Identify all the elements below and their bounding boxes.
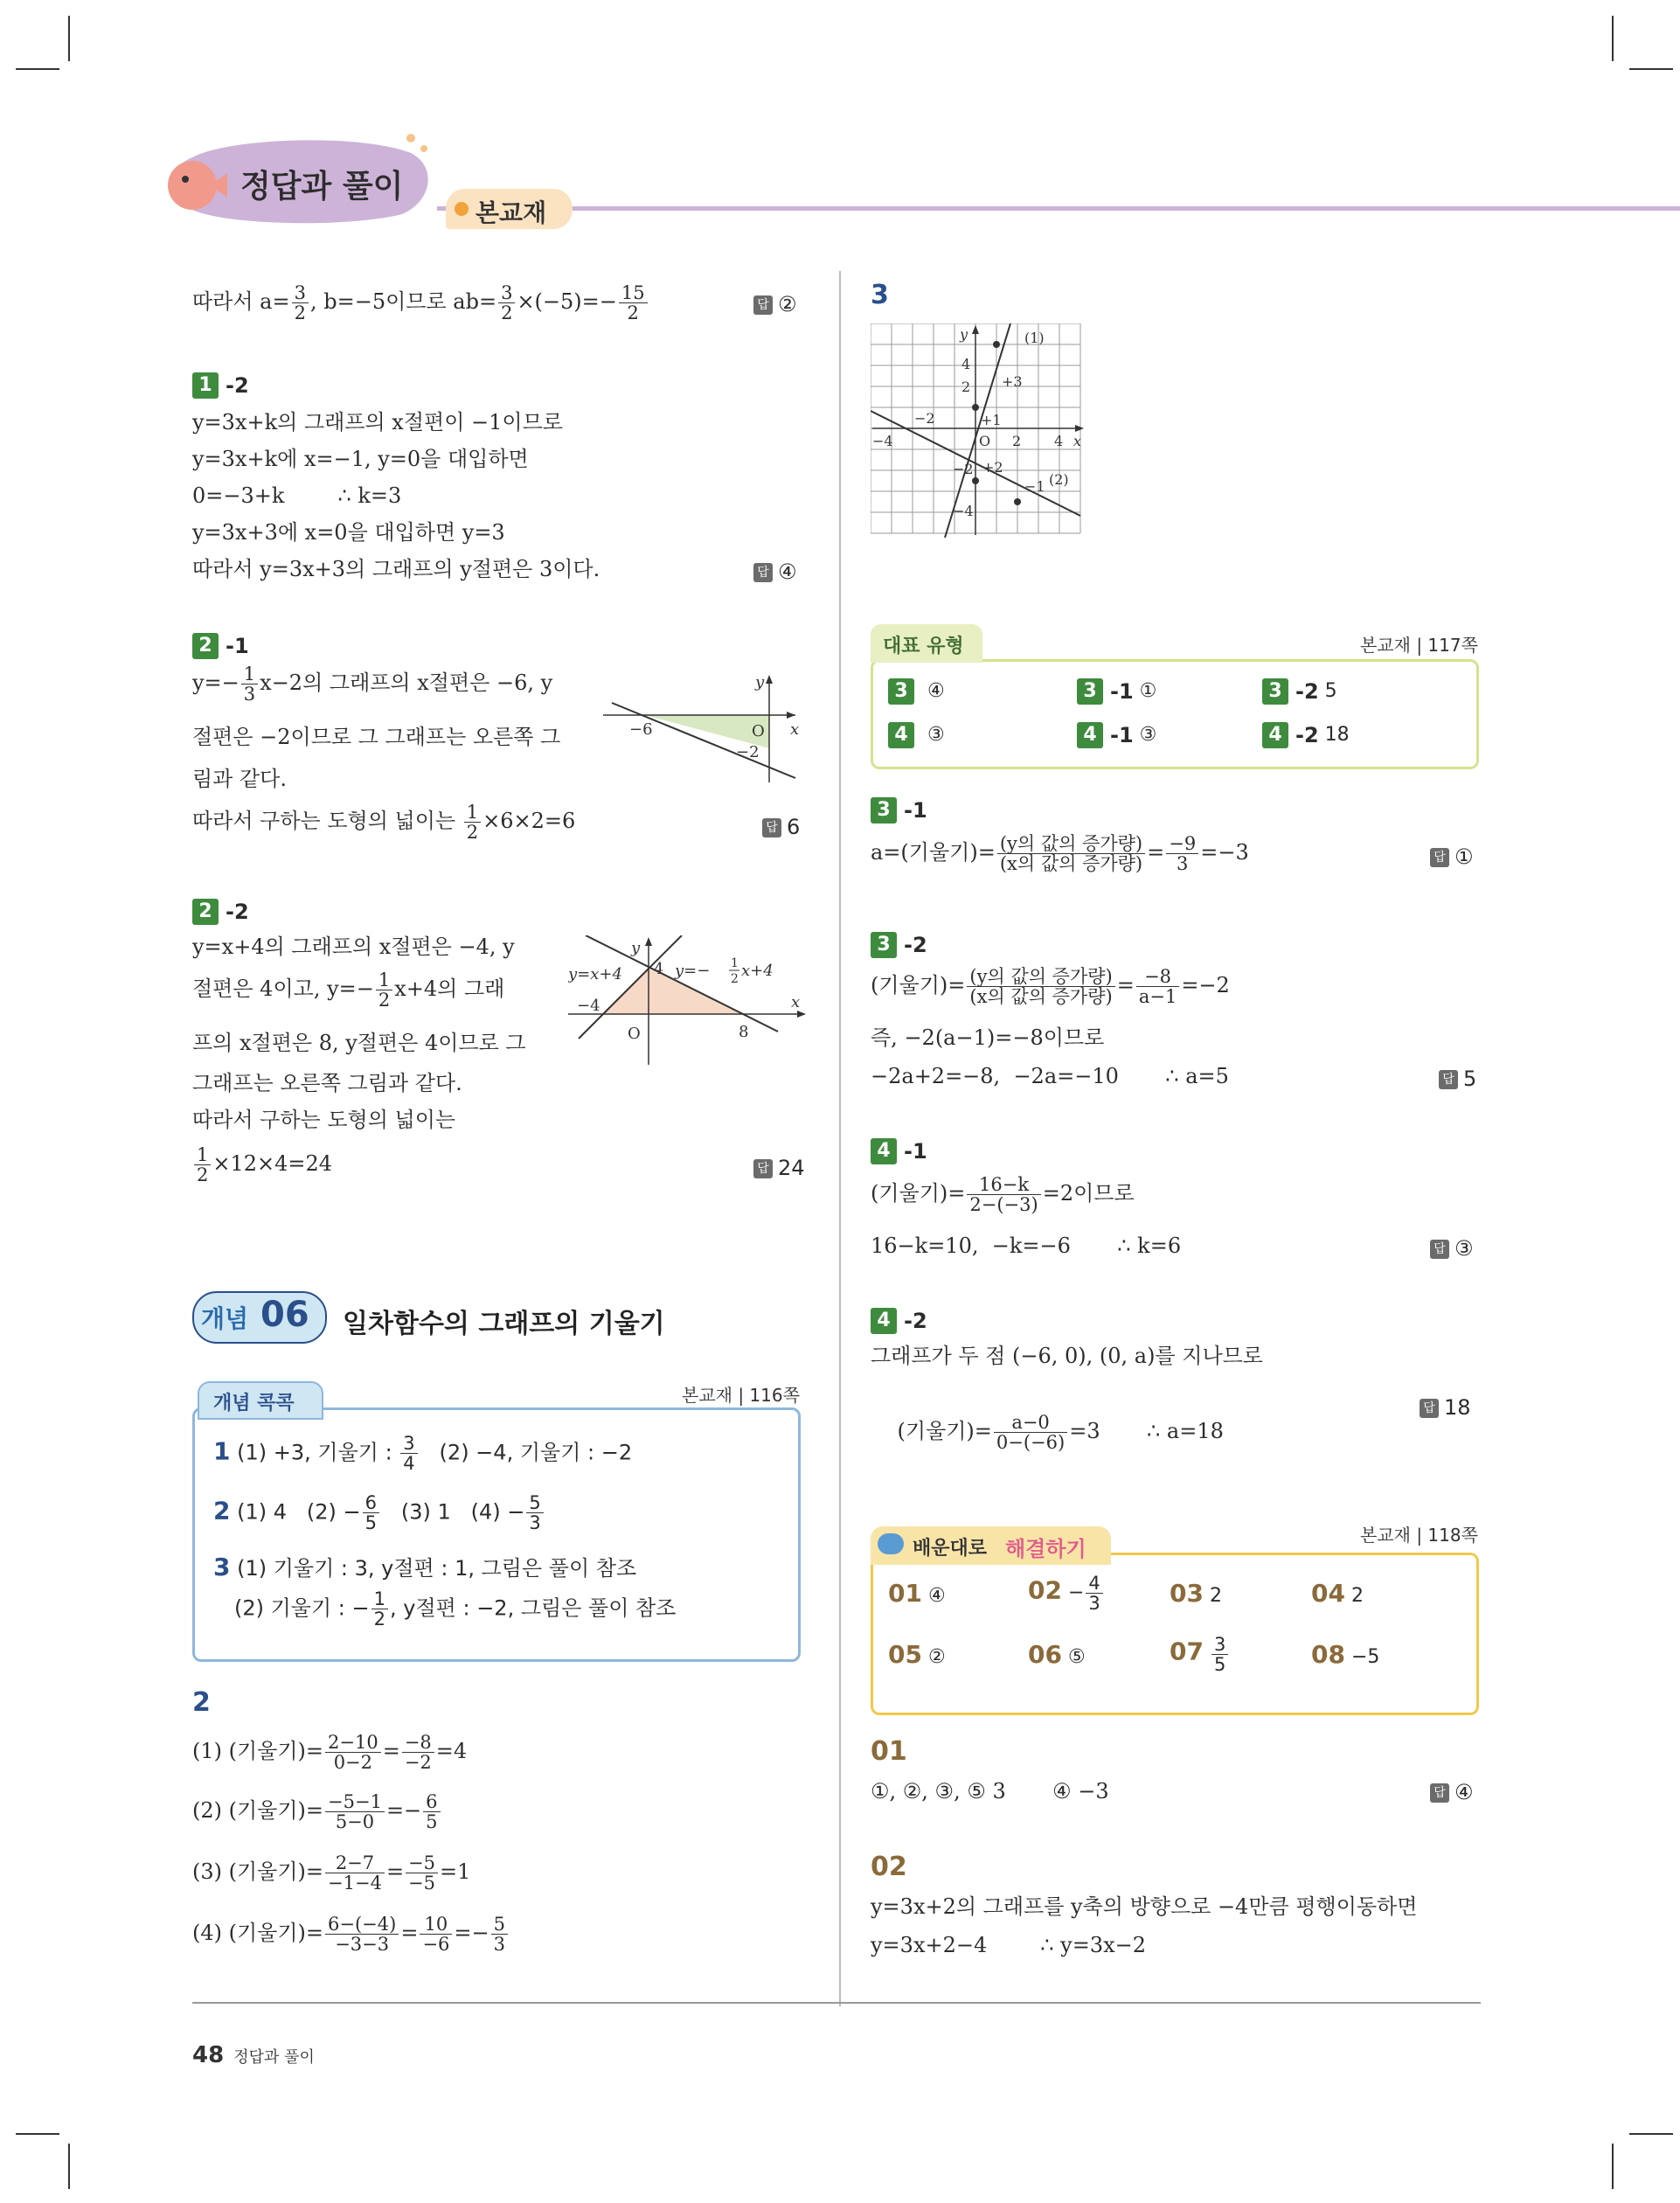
graph-x-label: x <box>1073 433 1082 449</box>
learn-reference: 본교재 | 118쪽 <box>1360 1525 1478 1546</box>
graph-y-tick: 4 <box>654 960 664 978</box>
answer-mark: 답 24 <box>753 1156 805 1180</box>
problem-2-1-line: y=− $\frac{1}{3}$ x−2의 그래프의 x절편은 −6, y <box>192 664 553 705</box>
answer-mark: 답 6 <box>762 815 800 839</box>
crop-mark <box>1612 16 1614 61</box>
problem-2-2-line: y=x+4의 그래프의 x절편은 −4, y <box>192 935 515 959</box>
question-3-number: 3 <box>871 280 889 310</box>
kok-reference: 본교재 | 116쪽 <box>682 1385 800 1406</box>
rep-item: 4 ③ <box>888 722 945 748</box>
graph-line-label: y=− <box>675 962 711 980</box>
graph-origin: O <box>752 722 765 740</box>
answer-mark: 답 18 <box>1420 1395 1471 1420</box>
answer-mark: 답 ④ <box>753 559 797 584</box>
problem-4-1-heading: 4 -1 <box>871 1138 927 1164</box>
exercise-01-number: 01 <box>871 1736 907 1767</box>
exercise-02-number: 02 <box>871 1852 907 1882</box>
learn-item: 02 − $\frac{4}{3}$ <box>1028 1574 1105 1613</box>
concept-title: 일차함수의 그래프의 기울기 <box>343 1309 665 1339</box>
rep-item: 3 -1 ① <box>1077 678 1156 705</box>
kok-tag <box>198 1381 323 1420</box>
learn-box <box>871 1553 1479 1715</box>
page-header <box>157 131 1643 236</box>
rep-reference: 본교재 | 117쪽 <box>1360 635 1478 656</box>
problem-1-2-line: 0=−3+k ∴ k=3 <box>192 483 402 508</box>
exercise-02-line: y=3x+2−4 ∴ y=3x−2 <box>871 1933 1147 1957</box>
graph-origin: O <box>979 433 991 449</box>
graph-line-label-1: (1) <box>1024 330 1045 346</box>
graph-3 <box>871 323 1089 542</box>
problem-2-2-line: 그래프는 오른쪽 그림과 같다. <box>192 1071 462 1095</box>
left-column <box>192 271 804 1984</box>
graph-tick: −2 <box>953 461 974 477</box>
graph-x-neg: −4 <box>577 997 600 1015</box>
rep-tag <box>871 624 982 663</box>
crop-mark <box>68 16 70 61</box>
footer-label: 정답과 풀이 <box>233 2048 315 2067</box>
learn-item: 06 ⑤ <box>1028 1640 1086 1669</box>
whale-icon <box>878 1533 904 1554</box>
graph-x-label: x <box>791 993 801 1011</box>
problem-3-2-heading: 3 -2 <box>871 932 927 958</box>
crop-mark <box>1629 2133 1673 2135</box>
graph-tick: 2 <box>961 379 971 395</box>
problem-2-2-line: 따라서 구하는 도형의 넓이는 <box>192 1108 456 1132</box>
graph-step: −1 <box>1024 478 1045 495</box>
learn-tag-label-a: 배운대로 <box>913 1538 988 1560</box>
column-divider <box>839 271 841 2006</box>
graph-tick: 2 <box>1012 433 1022 449</box>
problem-2-2-heading: 2 -2 <box>192 899 249 925</box>
question-2-number: 2 <box>192 1687 211 1718</box>
problem-3-2-line: −2a+2=−8, −2a=−10 ∴ a=5 <box>871 1064 1229 1088</box>
problem-2-1-line: 절편은 −2이므로 그 그래프는 오른쪽 그 <box>192 725 561 749</box>
crop-mark <box>16 2133 59 2135</box>
problem-1-2-line: 따라서 y=3x+3의 그래프의 y절편은 3이다. <box>192 557 600 581</box>
graph-step: +1 <box>981 412 1002 428</box>
problem-4-2-line: 그래프가 두 점 (−6, 0), (0, a)를 지나므로 <box>871 1344 1263 1368</box>
graph-tick: 4 <box>1054 433 1064 449</box>
footer-rule <box>192 2002 1481 2004</box>
graph-tick: 4 <box>961 356 971 372</box>
problem-1-2-heading: 1 -2 <box>192 372 249 399</box>
q2-line: (2) (기울기)= $\frac{-5-1}{5-0}$ =− $\frac{6}{5}$ <box>192 1792 442 1831</box>
problem-4-2-line: (기울기)= $\frac{a-0}{0-(-6)}$ =3 ∴ a=18 <box>897 1412 1224 1453</box>
graph-y-label: y <box>755 673 765 691</box>
q2-line: (4) (기울기)= $\frac{6-(-4)}{-3-3}$ = $\frac{10}{-6}$ =− $\frac{5}{3}$ <box>192 1915 510 1954</box>
answer-mark: 답 ① <box>1430 844 1474 869</box>
graph-tick: −4 <box>953 503 974 519</box>
problem-4-1-line: 16−k=10, −k=−6 ∴ k=6 <box>871 1234 1182 1258</box>
graph-2-1 <box>603 673 804 787</box>
crop-mark <box>68 2144 70 2189</box>
kok-row: (2) 기울기 : − $\frac{1}{2}$ , y절편 : −2, 그림은 풀이 참조 <box>234 1588 677 1630</box>
problem-2-2-line: $\frac{1}{2}$ ×12×4=24 <box>192 1145 332 1185</box>
kok-row: 3 (1) 기울기 : 3, y절편 : 1, 그림은 풀이 참조 <box>213 1553 637 1581</box>
problem-2-1-line: 림과 같다. <box>192 767 287 791</box>
kok-tag-label: 개념 콕콕 <box>213 1393 295 1414</box>
crop-mark <box>1629 68 1673 70</box>
rep-item: 4 -2 18 <box>1262 722 1350 748</box>
rep-box <box>871 659 1479 769</box>
q2-line: (3) (기울기)= $\frac{2-7}{-1-4}$ = $\frac{-5}{-5}$ =1 <box>192 1852 471 1894</box>
footer <box>192 2042 315 2068</box>
q2-line: (1) (기울기)= $\frac{2-10}{0-2}$ = $\frac{-8}{-2}$ =4 <box>192 1732 468 1773</box>
graph-line-label-frac-n: 1 <box>731 956 739 970</box>
right-column <box>871 271 1482 1984</box>
answer-mark: 답 5 <box>1439 1067 1476 1091</box>
graph-tick: −4 <box>872 433 893 449</box>
learn-item: 03 2 <box>1170 1579 1222 1608</box>
crop-mark <box>16 68 59 70</box>
exercise-01-line: ①, ②, ③, ⑤ 3 ④ −3 <box>871 1779 1109 1803</box>
concept-number: 06 <box>260 1295 309 1335</box>
problem-3-1-heading: 3 -1 <box>871 797 927 824</box>
problem-4-1-line: (기울기)= $\frac{16-k}{2-(-3)}$ =2이므로 <box>871 1174 1135 1215</box>
graph-x-tick: −6 <box>629 720 653 739</box>
graph-x-label: x <box>790 720 800 739</box>
problem-1-2-line: y=3x+3에 x=0을 대입하면 y=3 <box>192 520 505 545</box>
graph-step: +2 <box>982 459 1003 476</box>
kok-row: 1 (1) +3, 기울기 : $\frac{3}{4}$ (2) −4, 기울기 : −2 <box>213 1433 633 1474</box>
graph-2-2 <box>568 935 813 1067</box>
header-tab-label: 본교재 <box>476 198 547 227</box>
problem-3-1-line: a=(기울기)= $\frac{\text{(y의 값의 증가량)}}{\text{(x의 값의 증가량)}}$ = $\frac{-9}{3}$ =−3 <box>871 833 1249 874</box>
header-tab <box>446 189 573 229</box>
problem-2-1-line: 따라서 구하는 도형의 넓이는 $\frac{1}{2}$ ×6×2=6 <box>192 802 576 843</box>
problem-2-2-line: 절편은 4이고, y=− $\frac{1}{2}$ x+4의 그래 <box>192 969 505 1011</box>
concept-tag-label: 개념 <box>201 1304 249 1333</box>
problem-1-2-line: y=3x+k의 그래프의 x절편이 −1이므로 <box>192 410 563 434</box>
answer-mark: 답 ② <box>753 292 797 316</box>
exercise-02-line: y=3x+2의 그래프를 y축의 방향으로 −4만큼 평행이동하면 <box>871 1894 1418 1919</box>
tab-dot-icon <box>455 202 469 216</box>
learn-item: 08 −5 <box>1311 1640 1380 1669</box>
graph-y-label: y <box>631 939 641 957</box>
problem-2-1-heading: 2 -1 <box>192 633 249 659</box>
rep-tag-label: 대표 유형 <box>883 636 964 657</box>
problem-4-2-heading: 4 -2 <box>871 1308 927 1334</box>
graph-tick: −2 <box>914 410 935 427</box>
graph-line-label-frac-d: 2 <box>731 972 739 986</box>
learn-item: 05 ② <box>888 1640 946 1669</box>
concept-heading <box>192 1289 682 1344</box>
problem-3-2-line: 즉, −2(a−1)=−8이므로 <box>871 1025 1105 1050</box>
kok-row: 2 (1) 4 (2) − $\frac{6}{5}$ (3) 1 (4) − $\frac{5}{3}$ <box>213 1493 545 1532</box>
header-rule <box>437 206 1680 211</box>
learn-item: 01 ④ <box>888 1579 946 1608</box>
learn-tag <box>871 1526 1111 1565</box>
answer-mark: 답 ④ <box>1430 1780 1474 1804</box>
problem-2-2-line: 프의 x절편은 8, y절편은 4이므로 그 <box>192 1031 526 1055</box>
graph-x-pos: 8 <box>739 1023 749 1041</box>
problem-3-2-line: (기울기)= $\frac{\text{(y의 값의 증가량)}}{\text{(x의 값의 증가량)}}$ = $\frac{-8}{a-1}$ =−2 <box>871 966 1230 1007</box>
fish-icon <box>168 161 217 210</box>
learn-tag-label-b: 해결하기 <box>1005 1537 1086 1561</box>
graph-line-label: y=x+4 <box>568 965 622 983</box>
header-title: 정답과 풀이 <box>240 169 404 205</box>
answer-mark: 답 ③ <box>1430 1236 1474 1261</box>
graph-step: +3 <box>1002 373 1023 390</box>
graph-y-label: y <box>960 326 968 343</box>
learn-item: 04 2 <box>1311 1579 1364 1608</box>
learn-item: 07 $\frac{3}{5}$ <box>1170 1635 1230 1674</box>
graph-origin: O <box>628 1025 641 1043</box>
problem-1-2-line: y=3x+k에 x=−1, y=0을 대입하면 <box>192 447 529 471</box>
graph-y-tick: −2 <box>736 743 760 761</box>
rep-item: 3 ④ <box>888 678 945 705</box>
graph-line-label: x+4 <box>741 962 774 980</box>
graph-line-label-2: (2) <box>1049 471 1069 488</box>
rep-item: 3 -2 5 <box>1262 678 1337 705</box>
intro-line: 따라서 a= $\frac{3}{2}$ , b=−5이므로 ab= $\frac{3}{2}$ ×(−5)=− $\frac{15}{2}$ <box>192 283 649 323</box>
rep-item: 4 -1 ③ <box>1077 722 1156 748</box>
crop-mark <box>1612 2144 1614 2189</box>
page-number: 48 <box>192 2042 225 2068</box>
